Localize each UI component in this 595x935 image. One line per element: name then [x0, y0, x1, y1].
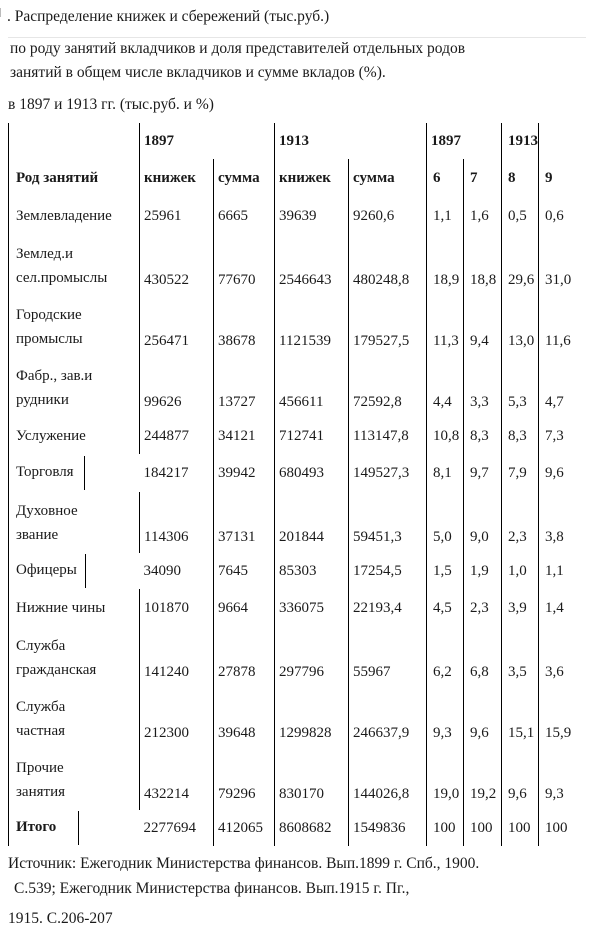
- table-cell: 712741: [275, 418, 349, 454]
- source-line-2: С.539; Ежегодник Министерства финансов. Вып.1915 г. Пг.,: [14, 880, 410, 897]
- table-cell: 7,3: [545, 427, 564, 444]
- table-cell: 72592,8: [349, 357, 427, 418]
- row-name-line: рудники: [16, 391, 69, 408]
- cell-divider: [84, 456, 85, 490]
- table-cell: 17254,5: [349, 553, 427, 589]
- row-name-line: Служба: [16, 637, 66, 654]
- year-header: 1913: [508, 132, 538, 149]
- row-name-line: Духовное: [16, 502, 78, 519]
- table-cell: 77670: [214, 235, 275, 296]
- column-header: книжек: [275, 159, 349, 197]
- row-name: [9, 418, 140, 454]
- table-cell: 15,1: [502, 688, 539, 749]
- row-name: [9, 810, 140, 846]
- table-cell: 11,6: [545, 333, 571, 349]
- table-row: [9, 197, 573, 235]
- data-table: [8, 123, 573, 846]
- row-name-line: занятия: [16, 783, 65, 800]
- table-cell: 2277694: [140, 810, 214, 846]
- row-name: [9, 197, 140, 235]
- table-cell: 9,6: [464, 688, 502, 749]
- table-cell: 9,0: [464, 492, 502, 553]
- table-cell: 246637,9: [349, 688, 427, 749]
- table-cell: 10,8: [427, 418, 464, 454]
- column-header: 7: [464, 159, 502, 197]
- row-name-line: звание: [16, 526, 59, 543]
- table-cell: 4,5: [427, 589, 464, 627]
- column-header: 8: [502, 159, 539, 197]
- table-cell: 7,9: [502, 454, 539, 492]
- table-cell: 4,7: [545, 394, 564, 410]
- row-name: [9, 296, 140, 357]
- table-cell: 212300: [140, 688, 214, 749]
- table-cell: 2,3: [502, 492, 539, 553]
- table-cell: 412065: [214, 810, 275, 846]
- table-cell: 39639: [275, 197, 349, 235]
- table-cell: 3,5: [502, 627, 539, 688]
- title-prefix: .: [7, 8, 11, 25]
- table-row: [9, 492, 573, 553]
- row-name: [9, 492, 140, 553]
- table-cell: 9,7: [464, 454, 502, 492]
- row-name: [9, 553, 140, 589]
- table-row: [9, 810, 573, 846]
- table-cell: 1,1: [427, 197, 464, 235]
- table-cell: 9,3: [545, 786, 564, 802]
- table-cell: 9664: [214, 589, 275, 627]
- table-cell: 8608682: [275, 810, 349, 846]
- table-cell: 100: [427, 810, 464, 846]
- table-cell: 9260,6: [349, 197, 427, 235]
- table-cell: 149527,3: [349, 454, 427, 492]
- table-cell: 11,3: [427, 296, 464, 357]
- table-row: [9, 627, 573, 688]
- header-gap: [464, 123, 502, 159]
- table-cell: 0,6: [545, 207, 564, 224]
- table-cell: 3,3: [464, 357, 502, 418]
- header-gap: [539, 123, 573, 159]
- column-header: Род занятий: [9, 159, 140, 197]
- column-header: 6: [427, 159, 464, 197]
- table-cell: 4,4: [427, 357, 464, 418]
- table-cell: 59451,3: [349, 492, 427, 553]
- table-row: [9, 418, 573, 454]
- table-cell: 55967: [349, 627, 427, 688]
- table-cell: 38678: [214, 296, 275, 357]
- row-name-line: Итого: [16, 819, 57, 836]
- table-cell: 6,8: [464, 627, 502, 688]
- table-cell: 27878: [214, 627, 275, 688]
- column-header: сумма: [214, 159, 275, 197]
- table-cell: 13,0: [502, 296, 539, 357]
- table-row: [9, 553, 573, 589]
- table-cell: 13727: [214, 357, 275, 418]
- row-name-line: Нижние чины: [16, 600, 106, 616]
- table-cell: 100: [464, 810, 502, 846]
- year-header: 1913: [279, 132, 309, 149]
- table-row: [9, 296, 573, 357]
- table-cell: 1,1: [545, 562, 564, 579]
- header-row-years: [9, 123, 573, 159]
- table-title: [0, 8, 329, 26]
- table-cell: 3,8: [545, 529, 564, 545]
- table-cell: 9,3: [427, 688, 464, 749]
- table-cell: 432214: [140, 749, 214, 810]
- row-name-line: Услужение: [16, 428, 86, 444]
- row-name-line: Прочие: [16, 759, 64, 776]
- header-gap: [214, 123, 275, 159]
- table-cell: 5,0: [427, 492, 464, 553]
- table-cell: 34090: [140, 553, 214, 589]
- row-name-line: Служба: [16, 698, 66, 715]
- table-cell: 39648: [214, 688, 275, 749]
- title-text: Распределение книжек и сбережений (тыс.руб.): [14, 8, 330, 25]
- table-cell: 1549836: [349, 810, 427, 846]
- table-cell: 25961: [140, 197, 214, 235]
- row-name-line: Городские: [16, 306, 82, 323]
- table-cell: 179527,5: [349, 296, 427, 357]
- table-cell: 9,4: [464, 296, 502, 357]
- table-cell: 15,9: [545, 725, 572, 741]
- table-cell: 480248,8: [349, 235, 427, 296]
- table-cell: 29,6: [502, 235, 539, 296]
- column-header: сумма: [349, 159, 427, 197]
- table-cell: 144026,8: [349, 749, 427, 810]
- table-cell: 22193,4: [349, 589, 427, 627]
- row-name-line: Землевладение: [16, 208, 112, 224]
- table-cell: 114306: [140, 492, 214, 553]
- table-cell: 3,6: [545, 664, 564, 680]
- subtitle-line-1: по роду занятий вкладчиков и доля представителей отдельных родов: [10, 40, 466, 57]
- source-line-1: Источник: Ежегодник Министерства финансов. Вып.1899 г. Спб., 1900.: [8, 855, 480, 872]
- table-cell: 8,1: [427, 454, 464, 492]
- row-name: [9, 235, 140, 296]
- table-cell: 34121: [214, 418, 275, 454]
- table-cell: 113147,8: [349, 418, 427, 454]
- table-cell: 1,6: [464, 197, 502, 235]
- table-cell: 184217: [140, 454, 214, 492]
- row-name-line: гражданская: [16, 661, 97, 678]
- table-row: [9, 749, 573, 810]
- table-cell: 3,9: [502, 589, 539, 627]
- row-name: [9, 454, 140, 492]
- header-empty: [9, 123, 140, 159]
- column-header: 9: [545, 169, 553, 186]
- table-cell: 2,3: [464, 589, 502, 627]
- table-cell: 9,6: [545, 464, 564, 481]
- table-cell: 8,3: [502, 418, 539, 454]
- table-cell: 1,0: [502, 553, 539, 589]
- table-cell: 6665: [214, 197, 275, 235]
- table-cell: 244877: [140, 418, 214, 454]
- table-cell: 9,6: [502, 749, 539, 810]
- row-name-line: Офицеры: [16, 562, 77, 579]
- divider: [8, 37, 586, 38]
- cropped-glyph: [0, 8, 5, 17]
- row-name-line: частная: [16, 722, 65, 739]
- table-cell: 99626: [140, 357, 214, 418]
- table-cell: 31,0: [545, 272, 572, 288]
- cell-divider: [78, 811, 79, 845]
- year-header: 1897: [144, 132, 174, 149]
- table-cell: 297796: [275, 627, 349, 688]
- table-cell: 256471: [140, 296, 214, 357]
- table-cell: 39942: [214, 454, 275, 492]
- table-cell: 1,4: [545, 599, 564, 616]
- header-row-columns: [9, 159, 573, 197]
- table-cell: 85303: [275, 553, 349, 589]
- table-cell: 141240: [140, 627, 214, 688]
- header-gap: [349, 123, 427, 159]
- row-name-line: Землед.и: [16, 245, 74, 262]
- table-cell: 7645: [214, 553, 275, 589]
- table-cell: 18,8: [464, 235, 502, 296]
- year-header: 1897: [431, 132, 461, 149]
- table-cell: 336075: [275, 589, 349, 627]
- table-cell: 1,9: [464, 553, 502, 589]
- table-row: [9, 454, 573, 492]
- table-cell: 1,5: [427, 553, 464, 589]
- table-row: [9, 235, 573, 296]
- row-name-line: Фабр., зав.и: [16, 367, 93, 384]
- table-cell: 456611: [275, 357, 349, 418]
- table-row: [9, 357, 573, 418]
- row-name-line: промыслы: [16, 330, 83, 347]
- table-cell: 101870: [140, 589, 214, 627]
- table-cell: 680493: [275, 454, 349, 492]
- table-cell: 430522: [140, 235, 214, 296]
- row-name: [9, 589, 140, 627]
- row-name: [9, 357, 140, 418]
- table-cell: 79296: [214, 749, 275, 810]
- table-cell: 18,9: [427, 235, 464, 296]
- subtitle-line-2: занятий в общем числе вкладчиков и сумме вкладов (%).: [10, 64, 386, 81]
- table-cell: 19,2: [464, 749, 502, 810]
- table-cell: 37131: [214, 492, 275, 553]
- row-name-line: сел.промыслы: [16, 269, 108, 286]
- table-cell: 5,3: [502, 357, 539, 418]
- table-cell: 6,2: [427, 627, 464, 688]
- table-cell: 100: [545, 819, 568, 836]
- table-cell: 1121539: [275, 296, 349, 357]
- table-row: [9, 589, 573, 627]
- table-row: [9, 688, 573, 749]
- cell-divider: [85, 554, 86, 588]
- row-name: [9, 749, 140, 810]
- row-name-line: Торговля: [16, 464, 74, 481]
- table-cell: 1299828: [275, 688, 349, 749]
- row-name: [9, 627, 140, 688]
- source-line-3: 1915. С.206-207: [8, 910, 113, 927]
- column-header: книжек: [140, 159, 214, 197]
- table-cell: 0,5: [502, 197, 539, 235]
- table-cell: 201844: [275, 492, 349, 553]
- table-cell: 8,3: [464, 418, 502, 454]
- table-cell: 100: [502, 810, 539, 846]
- units-line: в 1897 и 1913 гг. (тыс.руб. и %): [8, 96, 214, 113]
- table-cell: 2546643: [275, 235, 349, 296]
- row-name: [9, 688, 140, 749]
- table-cell: 19,0: [427, 749, 464, 810]
- table-cell: 830170: [275, 749, 349, 810]
